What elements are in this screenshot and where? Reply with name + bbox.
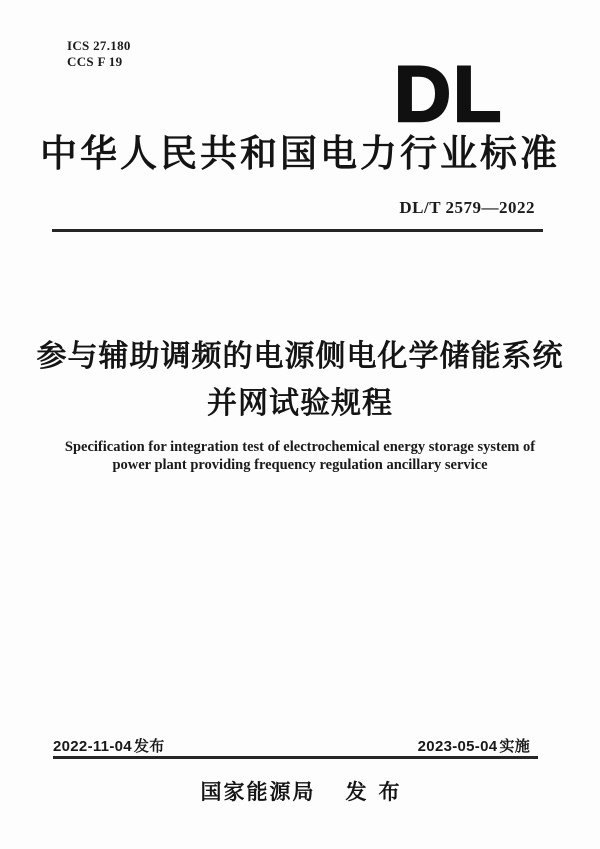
title-en-line1: Specification for integration test of electrochemical energy storage system of xyxy=(64,439,536,455)
title-zh-line1: 参与辅助调频的电源侧电化学储能系统 xyxy=(36,340,564,373)
issue-date: 2022-11-04 xyxy=(53,738,132,755)
header-divider-rule xyxy=(52,229,543,232)
ics-code: ICS 27.180 xyxy=(67,38,131,53)
implementation-date-group xyxy=(418,735,530,756)
publish-action-label: 发布 xyxy=(345,780,412,804)
standard-category-title: 中华人民共和国电力行业标准 xyxy=(40,134,560,175)
issue-label: 发布 xyxy=(133,738,165,755)
classification-codes xyxy=(67,38,131,70)
title-en-line2: power plant providing frequency regulation ancillary service xyxy=(112,456,488,473)
implementation-label: 实施 xyxy=(499,738,530,755)
ccs-code: CCS F 19 xyxy=(67,54,123,69)
implementation-date: 2023-05-04 xyxy=(417,738,498,755)
standard-code: DL/T 2579—2022 xyxy=(399,198,535,217)
footer-dates xyxy=(53,735,530,756)
footer-divider-rule xyxy=(53,756,538,759)
publisher-name: 国家能源局 xyxy=(200,780,316,804)
title-zh-line2: 并网试验规程 xyxy=(207,387,393,420)
document-title-zh xyxy=(0,333,600,427)
document-title-en xyxy=(60,439,540,474)
issue-date-group xyxy=(53,735,165,756)
dl-logo: DL xyxy=(394,49,504,138)
publisher-line xyxy=(0,776,600,806)
